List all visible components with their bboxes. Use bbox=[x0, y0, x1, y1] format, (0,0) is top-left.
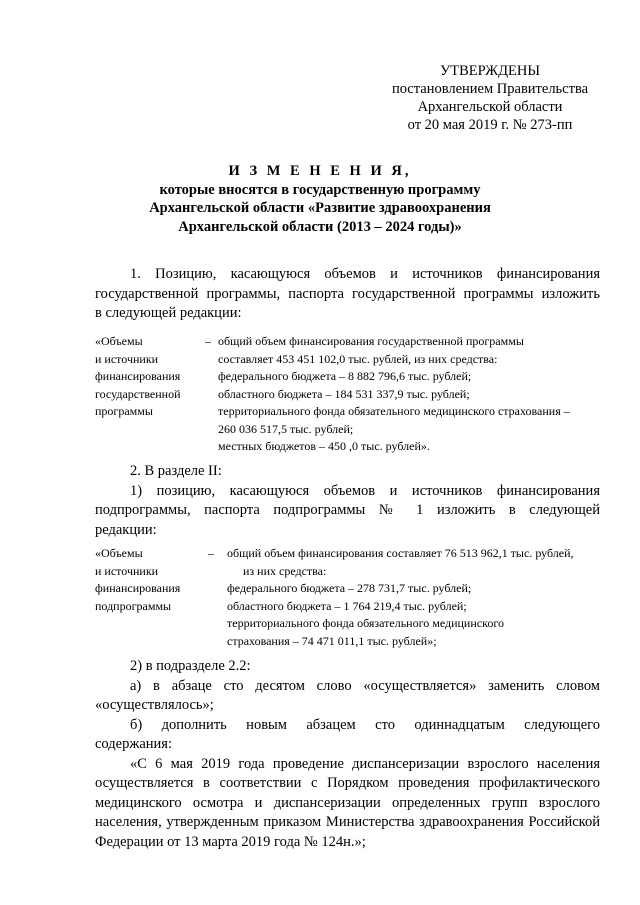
subprogram-value-line: областного бюджета – 1 764 219,4 тыс. рублей; bbox=[227, 598, 467, 613]
subprogram-dash: – bbox=[208, 546, 214, 560]
funding-value-line: местных бюджетов – 450 ,0 тыс. рублей». bbox=[218, 439, 430, 453]
paragraph-3-line-7: осуществляется в соответствии с Порядком проведения профилактического bbox=[95, 775, 600, 791]
funding-label-line: «Объемы bbox=[95, 334, 143, 348]
paragraph-2-line-2: 1) позицию, касающуюся объемов и источников финансирования bbox=[130, 482, 600, 499]
title-line-2: которые вносятся в государственную программу bbox=[159, 181, 481, 198]
funding-value-line: общий объем финансирования государственной программы bbox=[218, 334, 524, 348]
document-title bbox=[90, 162, 550, 236]
funding-label-line: финансирования bbox=[95, 369, 181, 383]
paragraph-3-line-5: содержания: bbox=[95, 736, 173, 752]
paragraph-3-line-1: 2) в подразделе 2.2: bbox=[130, 658, 251, 674]
approved-date-line: от 20 мая 2019 г. № 273-пп bbox=[407, 117, 573, 133]
paragraph-3-line-2: а) в абзаце сто десятом слово «осуществляется» заменить словом bbox=[130, 677, 600, 694]
funding-value-line: федерального бюджета – 8 882 796,6 тыс. рублей; bbox=[218, 369, 472, 383]
subprogram-values bbox=[227, 545, 574, 650]
subprogram-label-line: подпрограммы bbox=[95, 598, 172, 613]
paragraph-3-line-4: б) дополнить новым абзацем сто одиннадцатым следующего bbox=[130, 716, 600, 733]
subprogram-value-line: территориального фонда обязательного медицинского bbox=[227, 616, 504, 630]
funding-value-line: 260 036 517,5 тыс. рублей; bbox=[218, 421, 354, 436]
paragraph-1-line-3: в следующей редакции: bbox=[95, 305, 242, 321]
paragraph-2-line-3: подпрограммы, паспорта подпрограммы № 1 изложить в следующей bbox=[95, 502, 600, 518]
paragraph-3 bbox=[95, 657, 600, 852]
paragraph-3-line-3: «осуществлялось»; bbox=[95, 697, 214, 713]
paragraph-2-line-4: редакции: bbox=[95, 521, 157, 538]
funding-value-line: составляет 453 451 102,0 тыс. рублей, из них средства: bbox=[218, 351, 498, 366]
funding-value-line: областного бюджета – 184 531 337,9 тыс. рублей; bbox=[218, 386, 470, 401]
paragraph-3-line-8: медицинского осмотра и диспансеризации определенных групп взрослого bbox=[95, 794, 600, 811]
funding-value-line: территориального фонда обязательного медицинского страхования – bbox=[218, 404, 570, 418]
subprogram-label-line: финансирования bbox=[95, 581, 181, 595]
subprogram-value-line: федерального бюджета – 278 731,7 тыс. рублей; bbox=[227, 581, 472, 595]
subprogram-value-line: страхования – 74 471 011,1 тыс. рублей»; bbox=[227, 633, 437, 648]
approved-region-line: Архангельской области bbox=[417, 99, 563, 115]
paragraph-2 bbox=[95, 462, 600, 540]
title-line-4: Архангельской области (2013 – 2024 годы)» bbox=[178, 218, 462, 235]
subprogram-value-line: из них средства: bbox=[243, 563, 327, 578]
approved-by-line: постановлением Правительства bbox=[391, 81, 589, 97]
funding-dash: – bbox=[205, 334, 211, 348]
approved-heading: УТВЕРЖДЕНЫ bbox=[439, 63, 541, 79]
title-heading: И З М Е Н Е Н И Я, bbox=[228, 163, 412, 179]
paragraph-1-line-1: 1. Позицию, касающуюся объемов и источников финансирования bbox=[130, 266, 600, 282]
subprogram-label-line: и источники bbox=[95, 563, 159, 578]
funding-label-line: программы bbox=[95, 404, 153, 418]
funding-label bbox=[95, 333, 181, 421]
title-line-3: Архангельской области «Развитие здравоохранения bbox=[149, 200, 491, 216]
subprogram-value-line: общий объем финансирования составляет 76 513 962,1 тыс. рублей, bbox=[227, 546, 574, 560]
approval-block bbox=[360, 62, 620, 134]
subprogram-funding-table bbox=[95, 545, 605, 655]
paragraph-3-line-10: Федерации от 13 марта 2019 года № 124н.»; bbox=[95, 833, 366, 850]
funding-label-line: и источники bbox=[95, 351, 159, 366]
funding-values bbox=[218, 333, 570, 456]
paragraph-1-line-2: государственной программы, паспорта государственной программы изложить bbox=[95, 285, 600, 302]
subprogram-label-line: «Объемы bbox=[95, 546, 143, 560]
program-funding-table bbox=[95, 333, 605, 463]
paragraph-3-line-6: «С 6 мая 2019 года проведение диспансеризации взрослого населения bbox=[130, 755, 600, 772]
paragraph-3-line-9: населения, утвержденным приказом Министерства здравоохранения Российской bbox=[95, 814, 600, 830]
funding-label-line: государственной bbox=[95, 386, 181, 401]
subprogram-label bbox=[95, 545, 180, 615]
paragraph-2-line-1: 2. В разделе II: bbox=[130, 463, 222, 479]
paragraph-1 bbox=[95, 265, 600, 324]
